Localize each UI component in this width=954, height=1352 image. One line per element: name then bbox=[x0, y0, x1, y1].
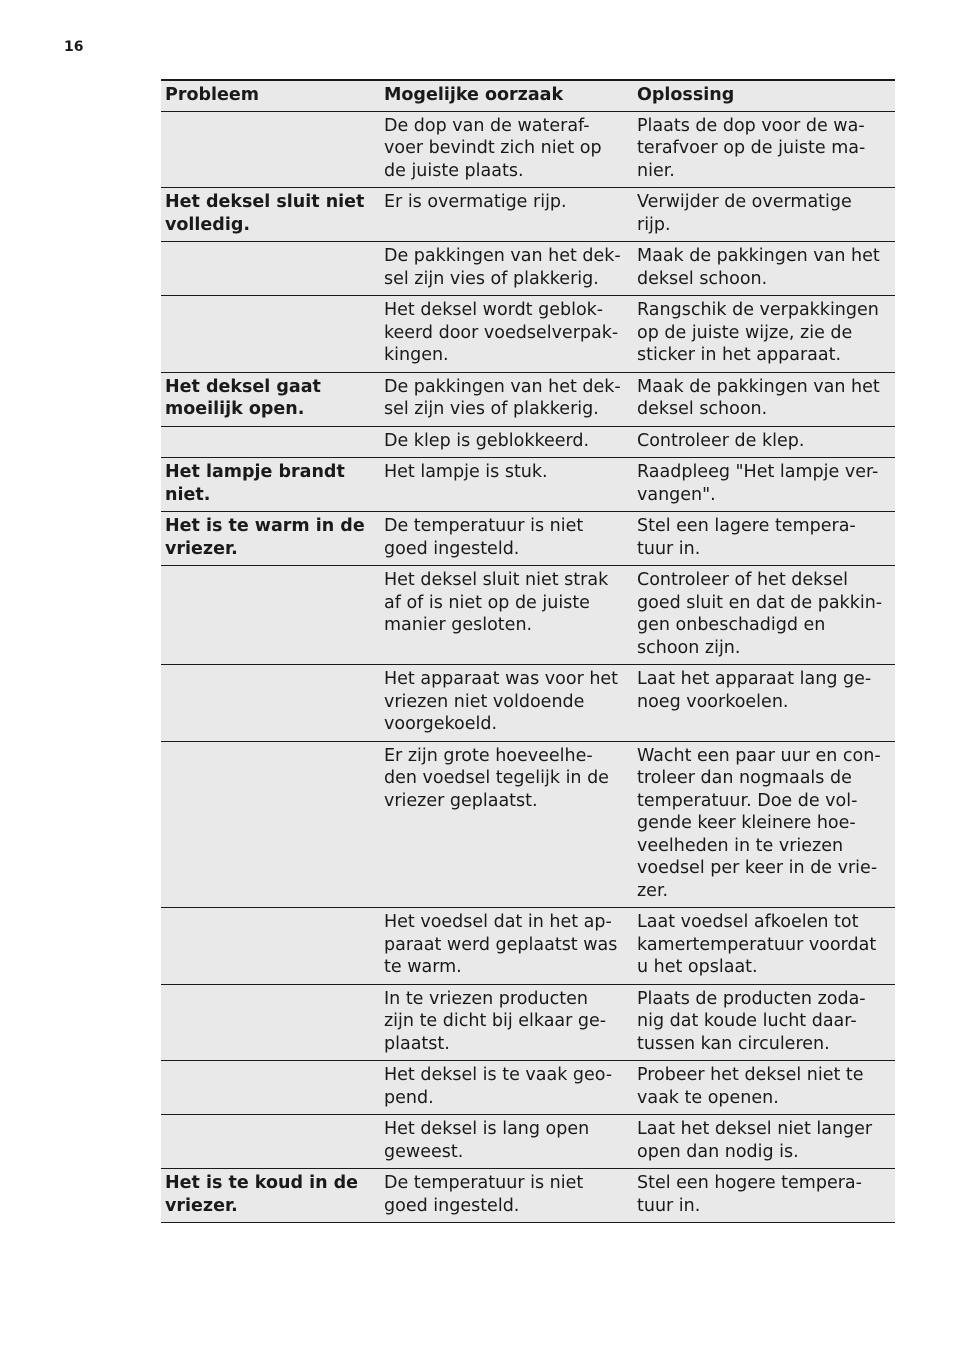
column-header-cause: Mogelijke oorzaak bbox=[380, 80, 633, 111]
table-row bbox=[161, 1061, 895, 1115]
cause-cell: Het deksel wordt geblok- keerd door voedselverpak- kingen. bbox=[380, 296, 633, 373]
table-row bbox=[161, 188, 895, 242]
cause-cell: De klep is geblokkeerd. bbox=[380, 426, 633, 458]
problem-cell: Het is te koud in de vriezer. bbox=[161, 1169, 380, 1223]
solution-cell: Stel een hogere tempera- tuur in. bbox=[633, 1169, 895, 1223]
problem-cell bbox=[161, 296, 380, 373]
table-row bbox=[161, 566, 895, 665]
table-body bbox=[161, 111, 895, 1223]
troubleshooting-table bbox=[161, 79, 895, 1223]
table-row bbox=[161, 426, 895, 458]
solution-cell: Laat het deksel niet langer open dan nodig is. bbox=[633, 1115, 895, 1169]
solution-cell: Rangschik de verpakkingen op de juiste wijze, zie de sticker in het apparaat. bbox=[633, 296, 895, 373]
table-row bbox=[161, 908, 895, 985]
solution-cell: Stel een lagere tempera- tuur in. bbox=[633, 512, 895, 566]
solution-cell: Verwijder de overmatige rijp. bbox=[633, 188, 895, 242]
cause-cell: Het deksel sluit niet strak af of is niet op de juiste manier gesloten. bbox=[380, 566, 633, 665]
problem-cell bbox=[161, 741, 380, 908]
table-row bbox=[161, 372, 895, 426]
page-number: 16 bbox=[64, 39, 84, 55]
cause-cell: De temperatuur is niet goed ingesteld. bbox=[380, 1169, 633, 1223]
problem-cell bbox=[161, 242, 380, 296]
table-row bbox=[161, 1169, 895, 1223]
cause-cell: De dop van de wateraf- voer bevindt zich niet op de juiste plaats. bbox=[380, 111, 633, 188]
problem-cell bbox=[161, 566, 380, 665]
problem-cell bbox=[161, 984, 380, 1061]
cause-cell: De pakkingen van het dek- sel zijn vies of plakkerig. bbox=[380, 372, 633, 426]
table-row bbox=[161, 512, 895, 566]
table-row bbox=[161, 741, 895, 908]
problem-cell: Het deksel sluit niet volledig. bbox=[161, 188, 380, 242]
table-header-row bbox=[161, 80, 895, 111]
table-row bbox=[161, 665, 895, 742]
solution-cell: Laat voedsel afkoelen tot kamertemperatuur voordat u het opslaat. bbox=[633, 908, 895, 985]
problem-cell bbox=[161, 111, 380, 188]
cause-cell: De pakkingen van het dek- sel zijn vies of plakkerig. bbox=[380, 242, 633, 296]
solution-cell: Controleer de klep. bbox=[633, 426, 895, 458]
table-row bbox=[161, 984, 895, 1061]
problem-cell: Het is te warm in de vriezer. bbox=[161, 512, 380, 566]
cause-cell: Er is overmatige rijp. bbox=[380, 188, 633, 242]
problem-cell bbox=[161, 1115, 380, 1169]
cause-cell: Het deksel is te vaak geo- pend. bbox=[380, 1061, 633, 1115]
problem-cell bbox=[161, 1061, 380, 1115]
column-header-solution: Oplossing bbox=[633, 80, 895, 111]
problem-cell bbox=[161, 426, 380, 458]
solution-cell: Plaats de producten zoda- nig dat koude lucht daar- tussen kan circuleren. bbox=[633, 984, 895, 1061]
table-row bbox=[161, 458, 895, 512]
cause-cell: Het voedsel dat in het ap- paraat werd geplaatst was te warm. bbox=[380, 908, 633, 985]
solution-cell: Controleer of het deksel goed sluit en dat de pakkin- gen onbeschadigd en schoon zijn. bbox=[633, 566, 895, 665]
solution-cell: Plaats de dop voor de wa- terafvoer op de juiste ma- nier. bbox=[633, 111, 895, 188]
table-row bbox=[161, 1115, 895, 1169]
problem-cell bbox=[161, 665, 380, 742]
column-header-problem: Probleem bbox=[161, 80, 380, 111]
problem-cell: Het deksel gaat moeilijk open. bbox=[161, 372, 380, 426]
cause-cell: Het lampje is stuk. bbox=[380, 458, 633, 512]
solution-cell: Probeer het deksel niet te vaak te openen. bbox=[633, 1061, 895, 1115]
solution-cell: Maak de pakkingen van het deksel schoon. bbox=[633, 372, 895, 426]
cause-cell: Er zijn grote hoeveelhe- den voedsel tegelijk in de vriezer geplaatst. bbox=[380, 741, 633, 908]
table-row bbox=[161, 242, 895, 296]
problem-cell bbox=[161, 908, 380, 985]
solution-cell: Wacht een paar uur en con- troleer dan nogmaals de temperatuur. Doe de vol- gende keer kleinere hoe- veelheden in te vriezen voedsel per keer in de vrie- zer. bbox=[633, 741, 895, 908]
solution-cell: Raadpleeg "Het lampje ver- vangen". bbox=[633, 458, 895, 512]
cause-cell: Het apparaat was voor het vriezen niet voldoende voorgekoeld. bbox=[380, 665, 633, 742]
cause-cell: De temperatuur is niet goed ingesteld. bbox=[380, 512, 633, 566]
table-row bbox=[161, 296, 895, 373]
cause-cell: In te vriezen producten zijn te dicht bij elkaar ge- plaatst. bbox=[380, 984, 633, 1061]
problem-cell: Het lampje brandt niet. bbox=[161, 458, 380, 512]
solution-cell: Maak de pakkingen van het deksel schoon. bbox=[633, 242, 895, 296]
table-row bbox=[161, 111, 895, 188]
solution-cell: Laat het apparaat lang ge- noeg voorkoelen. bbox=[633, 665, 895, 742]
cause-cell: Het deksel is lang open geweest. bbox=[380, 1115, 633, 1169]
